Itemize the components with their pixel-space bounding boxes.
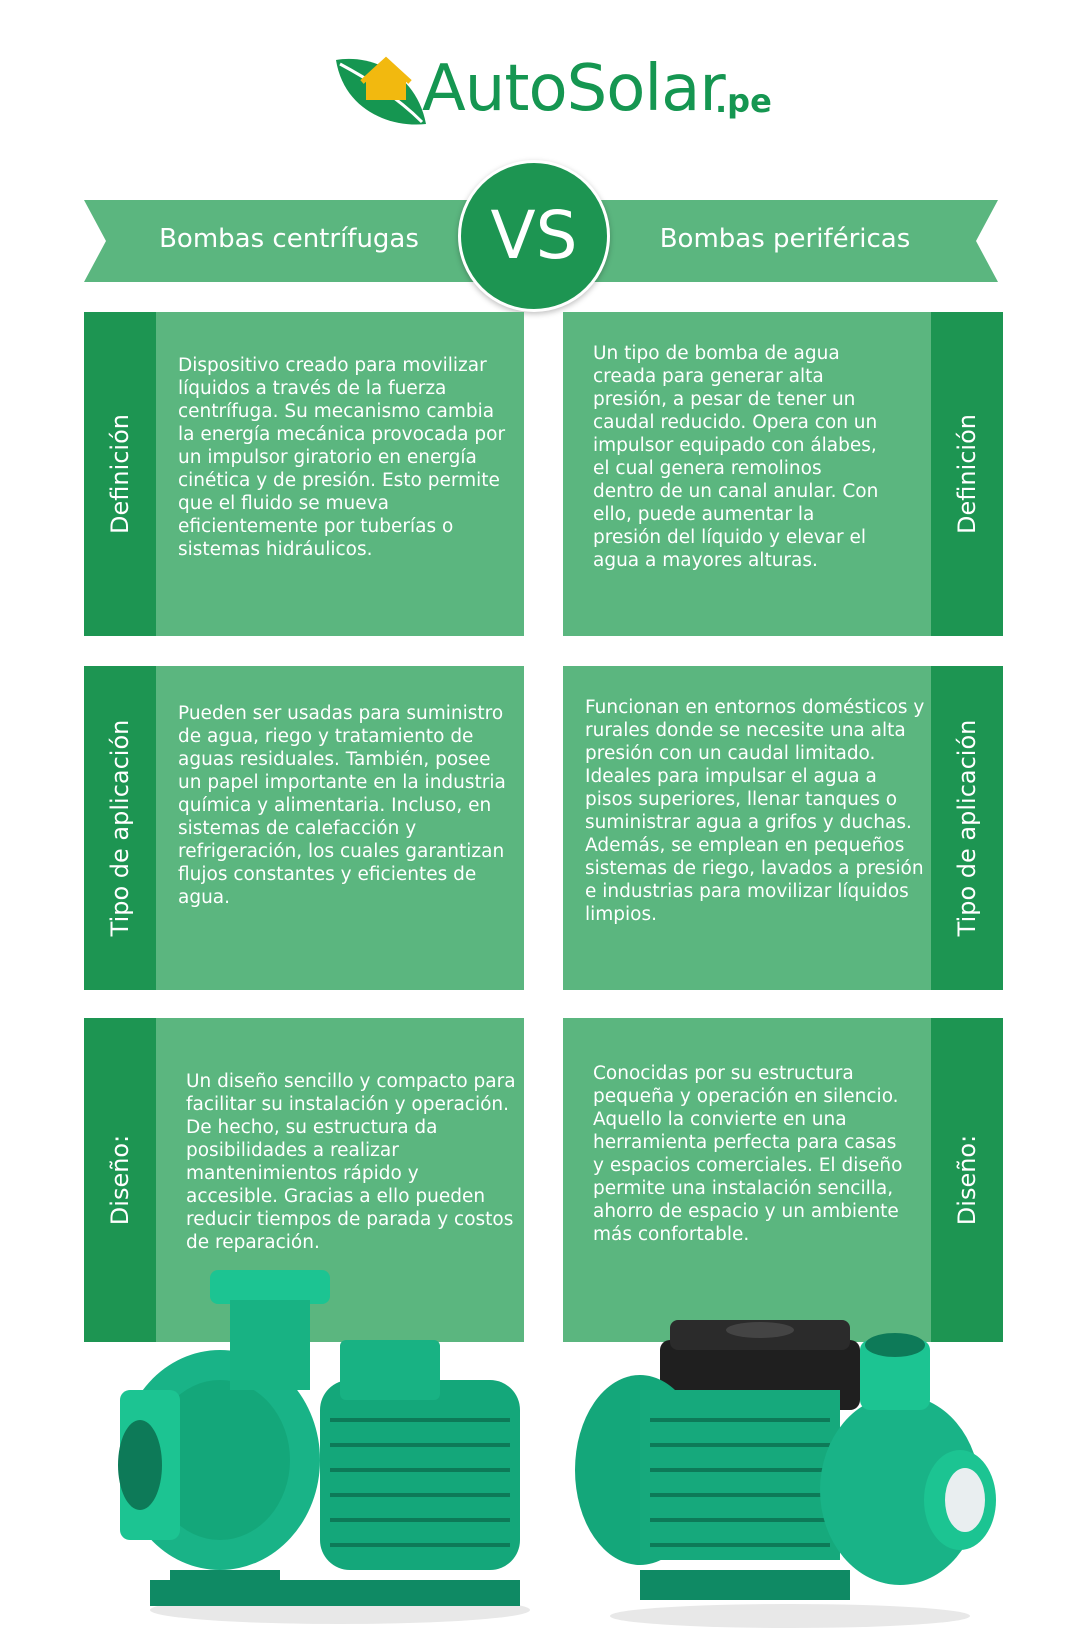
left-title: Bombas centrífugas xyxy=(159,224,419,254)
right-design-tab xyxy=(931,1018,1003,1342)
right-definition-tab xyxy=(931,312,1003,636)
left-definition-card xyxy=(84,312,524,636)
left-design-text: Un diseño sencillo y compacto para facilitar su instalación y operación. De hecho, su estructura da posibilidades a realizar mantenimientos rápido y accesible. Gracias a ello pueden reducir tiempos de parada y costos de reparación. xyxy=(186,1071,516,1253)
right-design-card xyxy=(563,1018,1003,1342)
right-definition-label: Definición xyxy=(953,414,981,534)
left-title-ribbon xyxy=(84,200,514,282)
right-application-label: Tipo de aplicación xyxy=(953,719,981,937)
right-application-tab xyxy=(931,666,1003,990)
left-definition-tab xyxy=(84,312,156,636)
brand-domain: .pe xyxy=(715,82,772,120)
right-title: Bombas periféricas xyxy=(659,224,911,254)
autosolar-logo xyxy=(330,50,790,130)
left-application-tab xyxy=(84,666,156,990)
right-application-text: Funcionan en entornos domésticos y rurales donde se necesite una alta presión con un caudal limitado. Ideales para impulsar el agua a pisos superiores, llenar tanques o suministrar agua a grifos y duchas. Además, se emplean en pequeños sistemas de riego, lavados a presión e industrias para movilizar líquidos limpios. xyxy=(585,697,925,925)
right-application-card xyxy=(563,666,1003,990)
brand-name: AutoSolar xyxy=(422,52,725,126)
right-design-label: Diseño: xyxy=(953,1134,981,1226)
left-application-text: Pueden ser usadas para suministro de agua, riego y tratamiento de aguas residuales. También, posee un papel importante en la industria química y alimentaria. Incluso, en sistemas de calefacción y refrigeración, los cuales garantizan flujos constantes y eficientes de agua. xyxy=(178,703,506,908)
right-definition-card xyxy=(563,312,1003,636)
left-design-label: Diseño: xyxy=(106,1134,134,1226)
left-application-label: Tipo de aplicación xyxy=(106,719,134,937)
right-definition-text: Un tipo de bomba de agua creada para generar alta presión, a pesar de tener un caudal reducido. Opera con un impulsor equipado con álabes, el cual genera remolinos dentro de un canal anular. Con ello, puede aumentar la presión del líquido y elevar el agua a mayores alturas. xyxy=(593,343,879,571)
left-application-card xyxy=(84,666,524,990)
left-definition-label: Definición xyxy=(106,414,134,534)
right-title-ribbon xyxy=(560,200,998,282)
leaf-house-icon xyxy=(330,50,434,130)
vs-badge: VS xyxy=(458,160,610,312)
left-definition-text: Dispositivo creado para movilizar líquidos a través de la fuerza centrífuga. Su mecanismo cambia la energía mecánica provocada por un impulsor giratorio en energía cinética y de presión. Esto permite que el fluido se mueva eficientemente por tuberías o sistemas hidráulicos. xyxy=(178,355,506,560)
centrifugal-pump-image xyxy=(110,1270,530,1630)
right-design-text: Conocidas por su estructura pequeña y operación en silencio. Aquello la convierte en una herramienta perfecta para casas y espacios comerciales. El diseño permite una instalación sencilla, ahorro de espacio y un ambiente más confortable. xyxy=(593,1063,903,1245)
peripheral-pump-image xyxy=(570,1300,1000,1630)
